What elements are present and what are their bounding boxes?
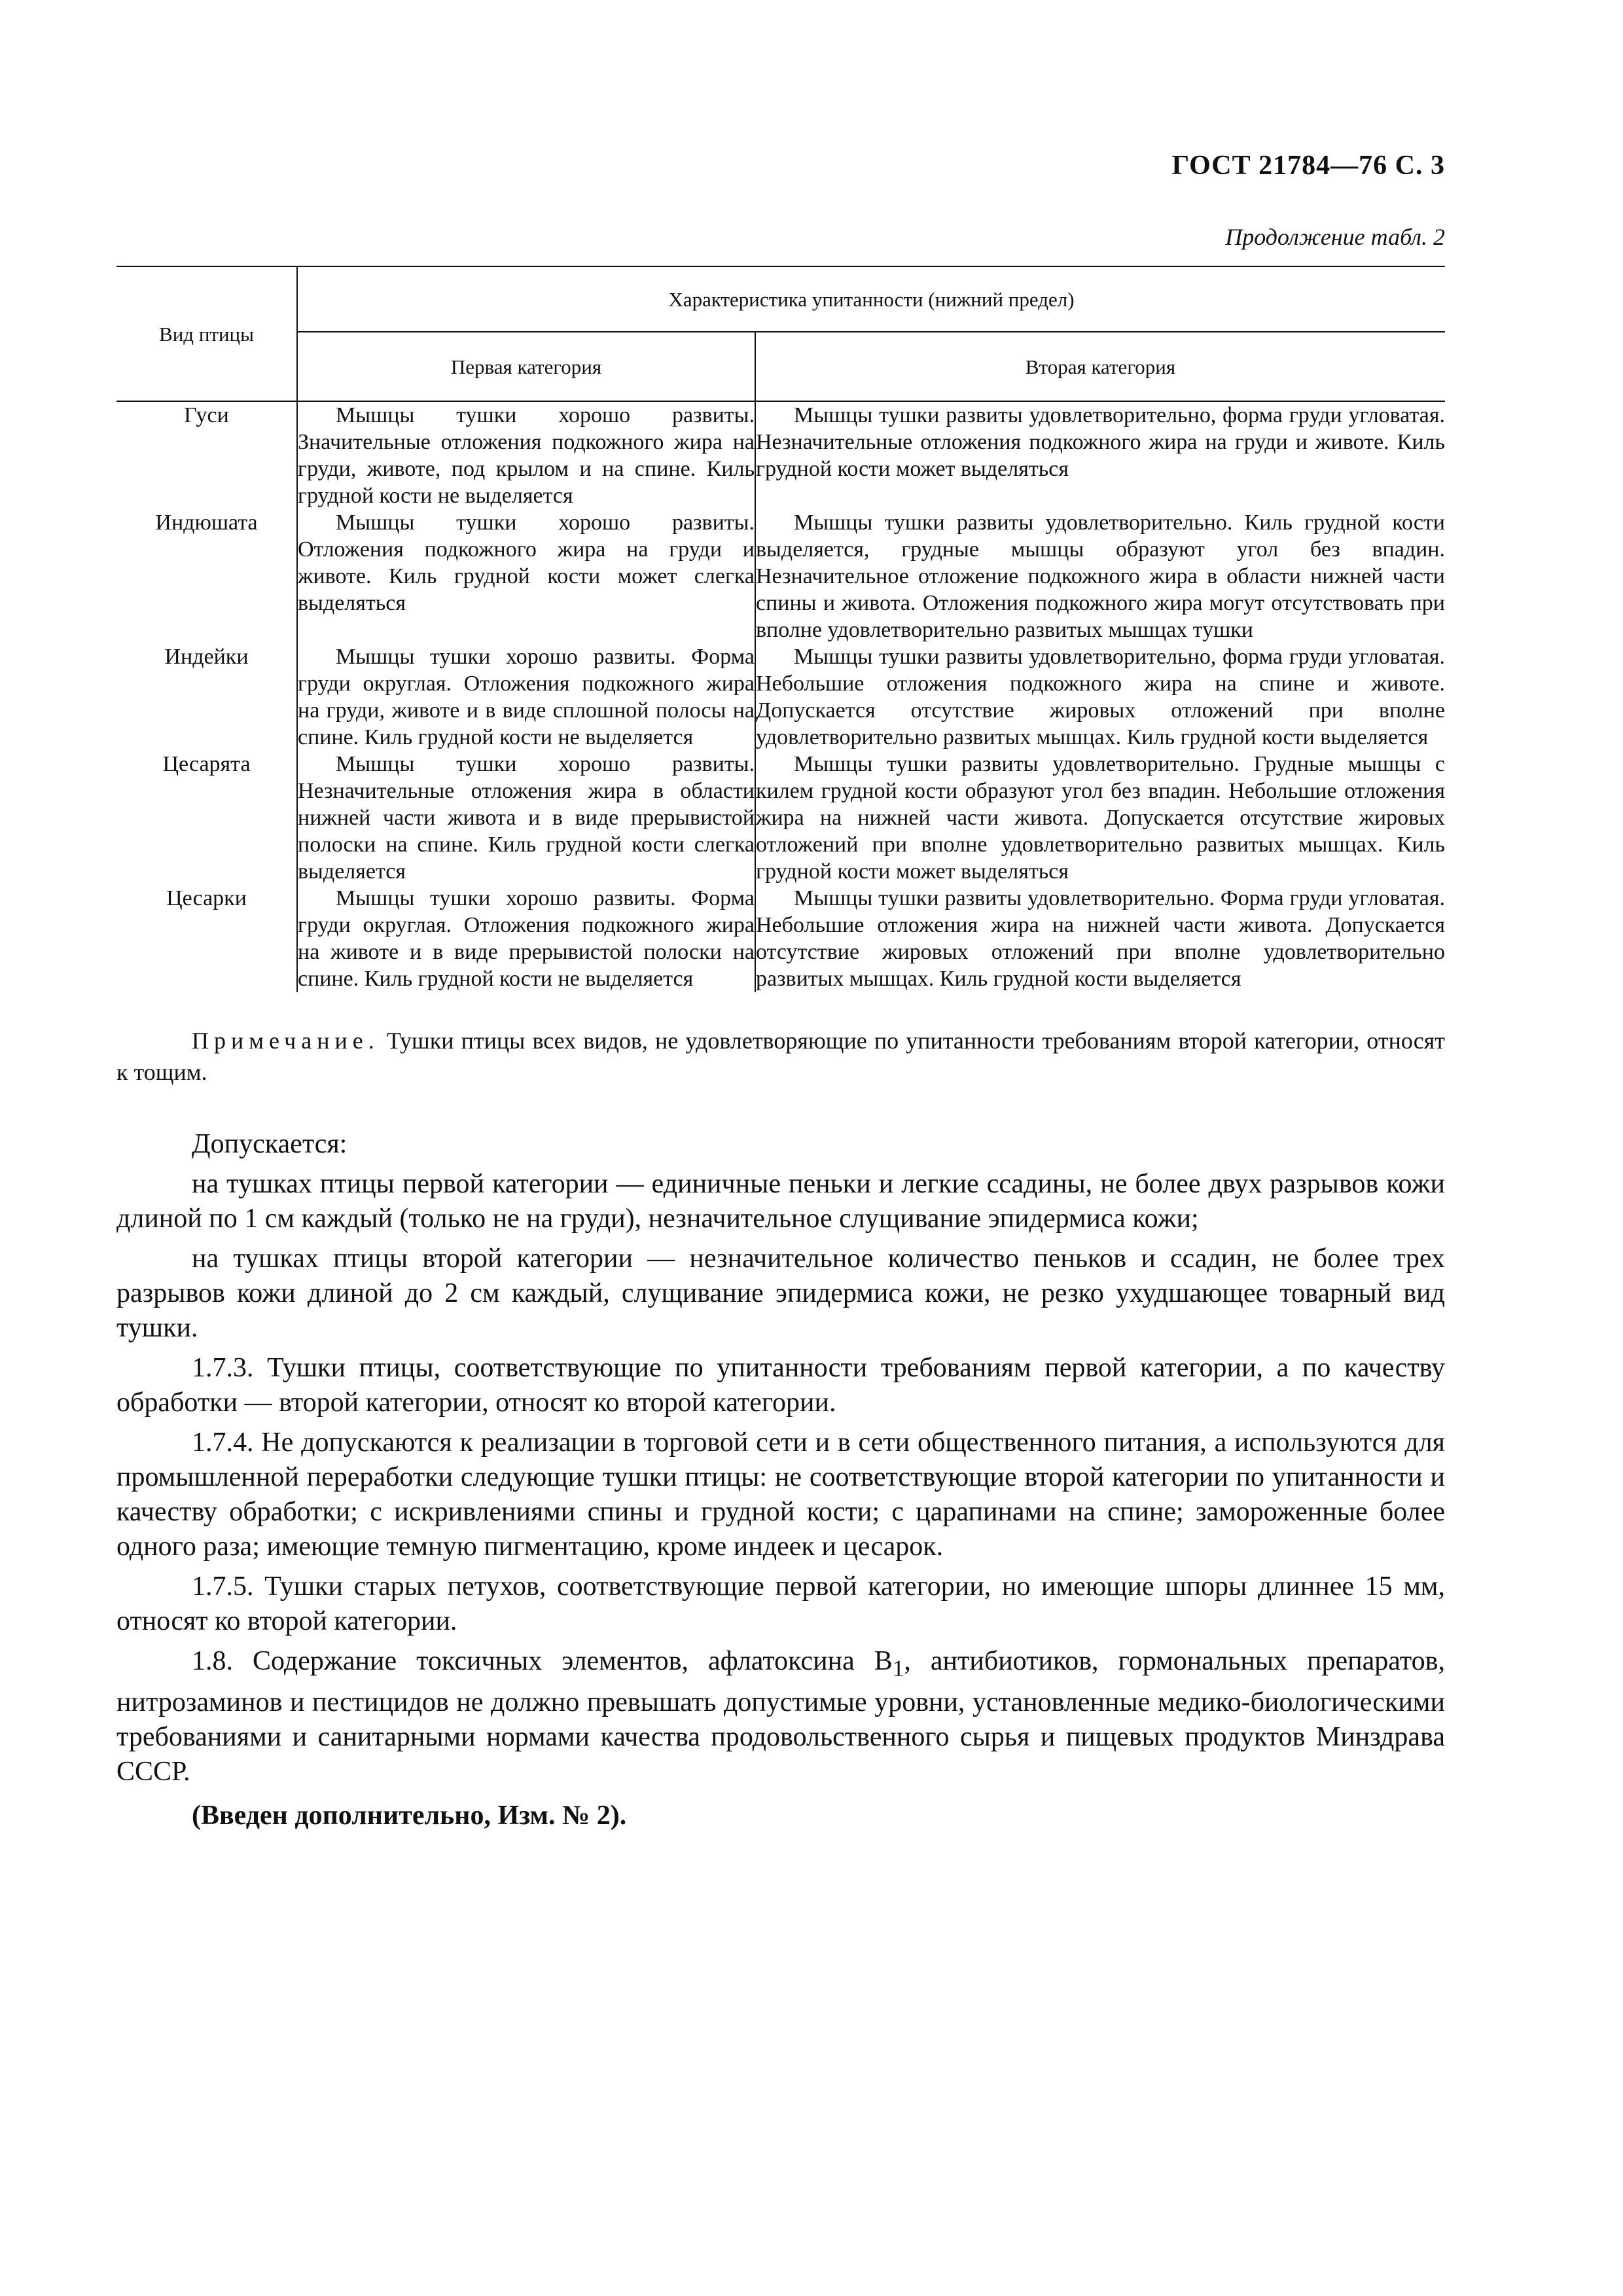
header-second-category: Вторая категория <box>755 332 1445 401</box>
paragraph-1-8-start: 1.8. Содержание токсичных элементов, афлатоксина B <box>192 1646 893 1676</box>
header-first-category: Первая категория <box>297 332 755 401</box>
first-category-text: Мышцы тушки хорошо развиты. Форма груди округлая. Отложения подкожного жира на животе и в виде прерывистой полоски на спине. Киль грудной кости не выделяется <box>298 886 755 991</box>
note-label: Примечание. <box>192 1028 380 1054</box>
first-category-text: Мышцы тушки хорошо развиты. Незначительные отложения жира в области нижней части живота и в виде прерывистой полоски на спине. Киль грудной кости слегка выделяется <box>298 752 755 884</box>
first-category-text: Мышцы тушки хорошо развиты. Отложения подкожного жира на груди и животе. Киль грудной кости может слегка выделяться <box>297 509 755 643</box>
paragraph-1-8 <box>116 1644 1445 1789</box>
table-row <box>116 885 1445 992</box>
table-continuation-label: Продолжение табл. 2 <box>1225 224 1445 250</box>
second-category-text: Мышцы тушки развиты удовлетворительно. Киль грудной кости выделяется, грудные мышцы образуют угол без впадин. Незначительное отложение подкожного жира в области нижней части спины и живота. Отложения подкожного жира могут отсутствовать при вполне удовлетворительно развитых мышцах тушки <box>756 511 1445 642</box>
page-header: ГОСТ 21784—76 С. 3 <box>1171 151 1445 181</box>
bird-kind: Индюшата <box>116 509 297 643</box>
document-page <box>116 149 1445 1839</box>
amendment-note: (Введен дополнительно, Изм. № 2). <box>192 1801 627 1831</box>
table-row <box>116 643 1445 751</box>
bird-kind: Индейки <box>116 643 297 751</box>
table-row <box>116 751 1445 885</box>
paragraph-1-7-3: 1.7.3. Тушки птицы, соответствующие по упитанности требованиям первой категории, а по качеству обработки — второй категории, относят ко второй категории. <box>116 1353 1445 1418</box>
bird-kind: Гуси <box>116 401 297 509</box>
first-category-text: Мышцы тушки хорошо развиты. Значительные отложения подкожного жира на груди, животе, под крылом и на спине. Киль грудной кости не выделяется <box>297 401 755 509</box>
allowed-heading: Допускается: <box>192 1129 348 1159</box>
paragraph-first-category: на тушках птицы первой категории — единичные пеньки и легкие ссадины, не более двух разрывов кожи длиной по 1 см каждый (только не на груди), незначительное слущивание эпидермиса кожи; <box>116 1169 1445 1234</box>
table-note <box>116 1025 1445 1088</box>
second-category-text: Мышцы тушки развиты удовлетворительно. Грудные мышцы с килем грудной кости образуют угол без впадин. Небольшие отложения жира на нижней части живота. Допускается отсутствие жировых отложений при вполне удовлетворительно развитых мышцах. Киль грудной кости может выделяться <box>756 752 1445 884</box>
second-category-text: Мышцы тушки развиты удовлетворительно. Форма груди угловатая. Небольшие отложения жира на нижней части живота. Допускается отсутствие жировых отложений при вполне удовлетворительно развитых мышцах. Киль грудной кости выделяется <box>756 886 1445 991</box>
paragraph-1-7-4: 1.7.4. Не допускаются к реализации в торговой сети и в сети общественного питания, а используются для промышленной переработки следующие тушки птицы: не соответствующие второй категории по упитанности и качеству обработки; с искривлениями спины и грудной кости; с царапинами на спине; замороженные более одного раза; имеющие темную пигментацию, кроме индеек и цесарок. <box>116 1427 1445 1562</box>
note-text: Тушки птицы всех видов, не удовлетворяющие по упитанности требованиям второй категории, относят к тощим. <box>116 1028 1445 1085</box>
fatness-table <box>116 266 1445 992</box>
paragraph-1-7-5: 1.7.5. Тушки старых петухов, соответствующие первой категории, но имеющие шпоры длиннее 15 мм, относят ко второй категории. <box>116 1571 1445 1636</box>
second-category-text: Мышцы тушки развиты удовлетворительно, форма груди угловатая. Незначительные отложения подкожного жира на груди и животе. Киль грудной кости может выделяться <box>756 403 1445 481</box>
bird-kind: Цесарята <box>116 751 297 885</box>
header-characteristic: Характеристика упитанности (нижний предел) <box>297 266 1445 332</box>
first-category-text: Мышцы тушки хорошо развиты. Форма груди округлая. Отложения подкожного жира на груди, животе и в виде сплошной полосы на спине. Киль грудной кости не выделяется <box>298 645 755 749</box>
body-text <box>116 1127 1445 1833</box>
second-category-text: Мышцы тушки развиты удовлетворительно, форма груди угловатая. Небольшие отложения подкожного жира на спине и животе. Допускается отсутствие жировых отложений при вполне удовлетворительно развитых мышцах. Киль грудной кости выделяется <box>756 645 1445 749</box>
header-bird-kind: Вид птицы <box>116 266 297 401</box>
table-row <box>116 509 1445 643</box>
paragraph-1-8-end: , антибиотиков, гормональных препаратов, нитрозаминов и пестицидов не должно превышать допустимые уровни, установленные медико-биологическими требованиями и санитарными нормами качества продовольственного сырья и пищевых продуктов Минздрава СССР. <box>116 1646 1445 1787</box>
aflatoxin-subscript: 1 <box>892 1655 904 1681</box>
bird-kind: Цесарки <box>116 885 297 992</box>
paragraph-second-category: на тушках птицы второй категории — незначительное количество пеньков и ссадин, не более трех разрывов кожи длиной до 2 см каждый, слущивание эпидермиса кожи, не резко ухудшающее товарный вид тушки. <box>116 1244 1445 1343</box>
table-row <box>116 401 1445 509</box>
